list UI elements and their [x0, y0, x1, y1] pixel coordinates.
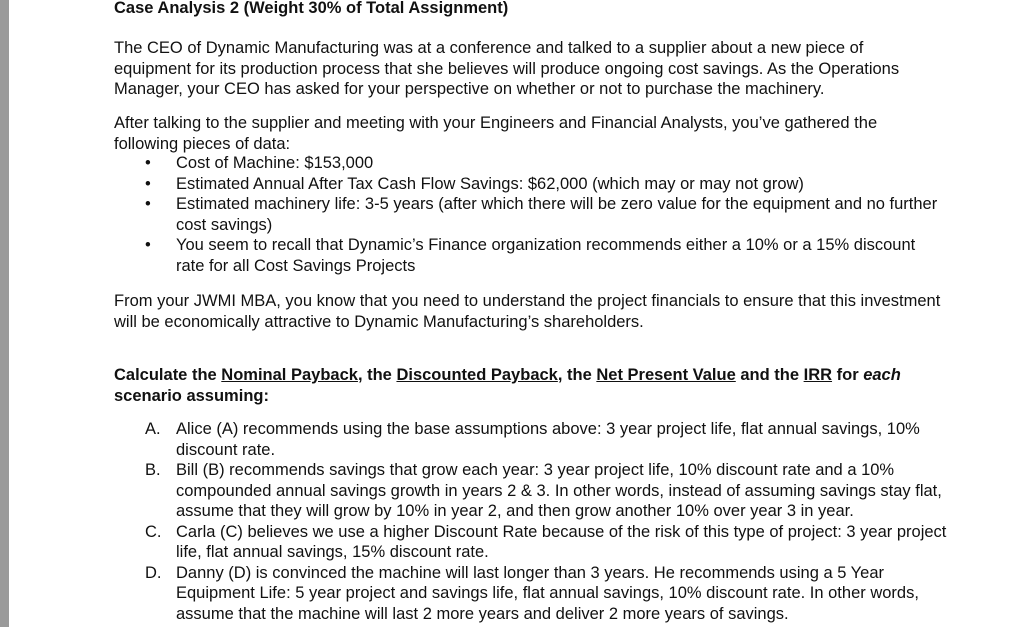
bullet-item: • Cost of Machine: $153,000	[114, 153, 944, 174]
irr-term: IRR	[803, 366, 833, 384]
scenario-item-a	[114, 419, 954, 460]
scenario-text: Danny (D) is convinced the machine will last longer than 3 years. He recommends using a 5 Year Equipment Life: 5 year project and savings life, flat annual savings, 10% discount rate. In other words, assume that the machine will last 2 more years and deliver 2 more years of savings.	[176, 563, 919, 623]
scenario-text: Carla (C) believes we use a higher Discount Rate because of the risk of this type of project: 3 year project life, flat annual savings, 15% discount rate.	[176, 522, 947, 561]
bullet-item: • You seem to recall that Dynamic’s Finance organization recommends either a 10% or a 15% discount rate for all Cost Savings Projects	[114, 235, 944, 276]
bullet-item: • Estimated Annual After Tax Cash Flow Savings: $62,000 (which may or may not grow)	[114, 174, 944, 195]
nominal-payback-term: Nominal Payback	[221, 366, 358, 384]
instruction-text: , the	[557, 366, 597, 384]
scenario-marker: B.	[145, 461, 161, 479]
scenario-text: Bill (B) recommends savings that grow each year: 3 year project life, 10% discount rate and a 10% compounded annual savings growth in years 2 & 3. In other words, instead of assuming savings stay flat, assume that they will grow by 10% in year 2, and then grow another 10% over year 3 in year.	[176, 461, 942, 520]
instruction-text: Calculate the	[114, 366, 222, 384]
bullet-item: • Estimated machinery life: 3-5 years (after which there will be zero value for the equipment and no further cost savings)	[114, 194, 944, 235]
instruction-text: , the	[357, 366, 397, 384]
each-emphasis: each	[863, 366, 901, 384]
scenario-text: Alice (A) recommends using the base assumptions above: 3 year project life, flat annual savings, 10% discount rate.	[176, 420, 920, 459]
instruction-text: scenario assuming:	[114, 386, 269, 405]
calculation-instruction	[114, 365, 954, 406]
mba-paragraph: From your JWMI MBA, you know that you need to understand the project financials to ensure that this investment will be economically attractive to Dynamic Manufacturing’s shareholders.	[114, 292, 941, 331]
scenario-item-b	[114, 460, 954, 522]
case-heading: Case Analysis 2 (Weight 30% of Total Assignment)	[114, 0, 509, 17]
instruction-text: and the	[735, 366, 804, 384]
npv-term: Net Present Value	[596, 366, 736, 384]
scenario-marker: D.	[145, 563, 162, 582]
data-bullet-list	[114, 153, 944, 276]
scenario-item-c	[114, 522, 954, 563]
scenario-list	[114, 419, 954, 624]
discounted-payback-term: Discounted Payback	[396, 366, 558, 384]
scenario-marker: A.	[145, 420, 161, 438]
scenario-item-d	[114, 563, 954, 625]
left-edge-bar	[0, 0, 9, 627]
intro-paragraph: The CEO of Dynamic Manufacturing was at a conference and talked to a supplier about a new piece of equipment for its production process that she believes will produce ongoing cost savings. As the Operations Manager, your CEO has asked for your perspective on whether or not to purchase the machinery.	[114, 39, 900, 98]
instruction-text: for	[832, 366, 864, 384]
scenario-marker: C.	[145, 522, 162, 541]
data-intro-paragraph: After talking to the supplier and meeting with your Engineers and Financial Analysts, you’ve gathered the following pieces of data:	[114, 114, 878, 153]
